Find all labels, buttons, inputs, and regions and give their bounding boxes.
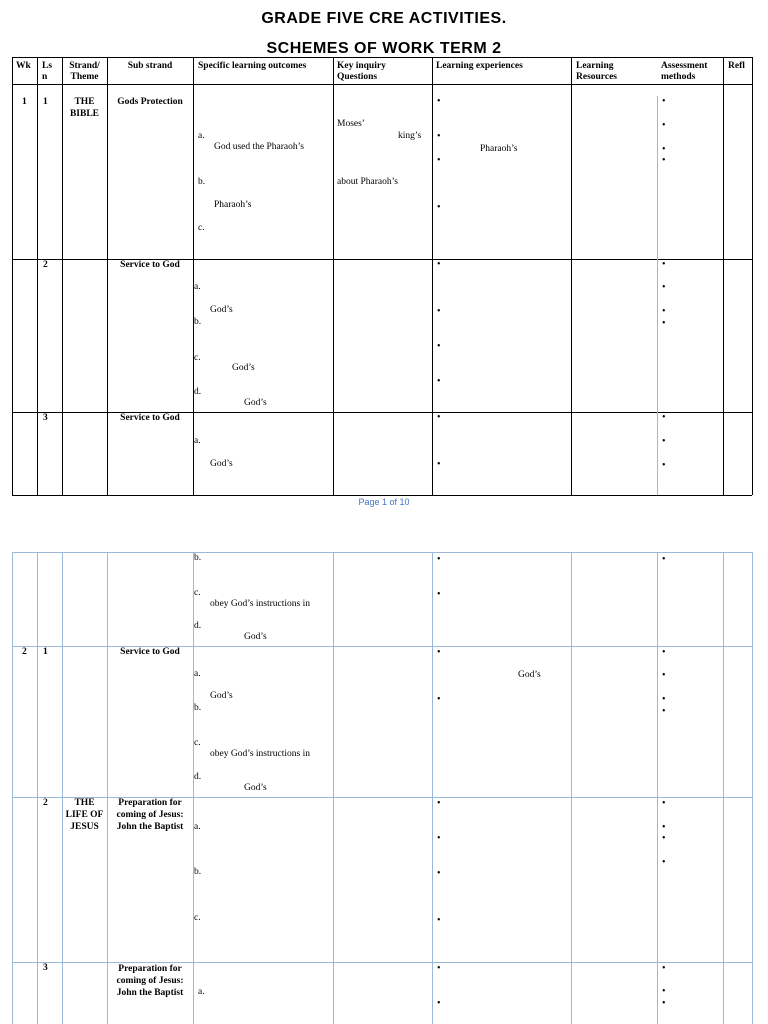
bullet: • [437,131,441,142]
w2-row3-outcome-a: a. [198,987,205,997]
row2-outcome-d: d. [194,387,202,397]
header-theme: Theme [70,72,99,82]
w2-row1-outcome-c: c. [194,738,201,748]
bullet: • [662,120,666,131]
bullet: • [662,963,666,974]
row1-strand-2: BIBLE [69,109,100,119]
bullet: • [437,963,441,974]
bullet: • [662,554,666,565]
w2-row1-outcome-d: d. [194,772,202,782]
w2-row1-outcome-d-text: God’s [244,783,267,793]
w2-row1-outcome-a: a. [194,669,201,679]
bullet: • [662,998,666,1009]
w2-row2-outcome-b: b. [194,867,202,877]
bullet: • [437,259,441,270]
bullet: • [662,822,666,833]
header-lsn-2: n [42,72,48,82]
bullet: • [437,694,441,705]
row2-outcome-d-text: God’s [244,398,267,408]
w2-row2-substrand-2: coming of Jesus: [116,810,184,820]
bullet: • [437,554,441,565]
bullet: • [662,460,666,471]
bullet: • [437,833,441,844]
bullet: • [437,798,441,809]
bullet: • [662,412,666,423]
row1-substrand: Gods Protection [117,97,183,107]
bullet: • [662,798,666,809]
bullet: • [662,259,666,270]
row3-lsn: 3 [43,413,48,423]
row3-substrand: Service to God [120,413,180,423]
bullet: • [662,857,666,868]
bullet: • [662,144,666,155]
row1-inquiry-3: about Pharaoh’s [337,177,398,187]
header-assessment: Assessment [661,61,708,71]
header-reflection: Refl [728,61,745,71]
bullet: • [437,202,441,213]
bullet: • [662,436,666,447]
w2-row3-lsn: 3 [43,963,48,973]
header-inquiry-2: Questions [337,72,378,82]
w2-row3-substrand-2: coming of Jesus: [116,976,184,986]
row2-outcome-b: b. [194,317,202,327]
row1-outcome-b-text: Pharaoh’s [214,200,252,210]
bullet: • [437,915,441,926]
header-wk: Wk [16,61,31,71]
bullet: • [437,868,441,879]
row2-outcome-c: c. [194,353,201,363]
w2-row2-strand-2: LIFE OF [65,810,104,820]
header-assessment-2: methods [661,72,696,82]
bullet: • [662,96,666,107]
bullet: • [662,155,666,166]
row3-outcome-a: a. [194,436,201,446]
cont-outcome-c-text: obey God’s instructions in [210,599,311,609]
header-resources: Learning [576,61,614,71]
cont-outcome-b: b. [194,553,202,563]
w2-row1-lsn: 1 [43,647,48,657]
bullet: • [662,306,666,317]
w2-row1-outcome-b: b. [194,703,202,713]
w2-row1-experience-text: God’s [518,670,541,680]
row1-outcome-b: b. [198,177,206,187]
header-inquiry: Key inquiry [337,61,386,71]
row1-wk: 1 [22,97,27,107]
bullet: • [662,670,666,681]
row1-strand: THE [74,97,95,107]
w2-row2-strand-3: JESUS [70,822,99,832]
w2-row1-outcome-a-text: God’s [210,691,233,701]
w2-row2-strand: THE [74,798,95,808]
w2-row2-outcome-a: a. [194,822,201,832]
row2-lsn: 2 [43,260,48,270]
cont-outcome-c: c. [194,588,201,598]
bullet: • [437,647,441,658]
header-outcomes: Specific learning outcomes [198,61,307,71]
bullet: • [662,706,666,717]
w2-row2-substrand-3: John the Baptist [116,822,184,832]
header-strand: Strand/ [69,61,100,71]
bullet: • [662,647,666,658]
bullet: • [662,833,666,844]
header-resources-2: Resources [576,72,617,82]
header-substrand: Sub strand [127,61,173,71]
w2-row3-substrand-3: John the Baptist [116,988,184,998]
bullet: • [437,341,441,352]
row1-lsn: 1 [43,97,48,107]
cont-outcome-d-text: God’s [244,632,267,642]
cont-outcome-d: d. [194,621,202,631]
row1-experience-text: Pharaoh’s [480,144,518,154]
row1-outcome-c: c. [198,223,205,233]
w2-row1-wk: 2 [22,647,27,657]
row1-outcome-a: a. [198,131,205,141]
w2-row2-substrand: Preparation for [118,798,182,808]
bullet: • [437,459,441,470]
bullet: • [437,376,441,387]
w2-row2-lsn: 2 [43,798,48,808]
header-experiences: Learning experiences [436,61,523,71]
document-subtitle: SCHEMES OF WORK TERM 2 [266,40,502,57]
row1-inquiry-2: king’s [398,131,422,141]
bullet: • [662,694,666,705]
bullet: • [437,306,441,317]
bullet: • [437,998,441,1009]
w2-row2-outcome-c: c. [194,913,201,923]
bullet: • [437,589,441,600]
row2-substrand: Service to God [120,260,180,270]
bullet: • [437,155,441,166]
w2-row1-substrand: Service to God [120,647,180,657]
row2-outcome-a: a. [194,282,201,292]
header-lsn: Ls [42,61,53,71]
row2-outcome-c-text: God’s [232,363,255,373]
bullet: • [437,96,441,107]
w2-row3-substrand: Preparation for [118,964,182,974]
row2-outcome-a-text: God’s [210,305,233,315]
bullet: • [662,986,666,997]
page-footer: Page 1 of 10 [358,497,410,507]
row1-inquiry: Moses’ [337,119,365,129]
document-title: GRADE FIVE CRE ACTIVITIES. [261,10,507,27]
w2-row1-outcome-c-text: obey God’s instructions in [210,749,311,759]
row1-outcome-a-text: God used the Pharaoh’s [214,142,304,152]
row3-outcome-a-text: God’s [210,459,233,469]
bullet: • [662,318,666,329]
bullet: • [662,282,666,293]
bullet: • [437,412,441,423]
